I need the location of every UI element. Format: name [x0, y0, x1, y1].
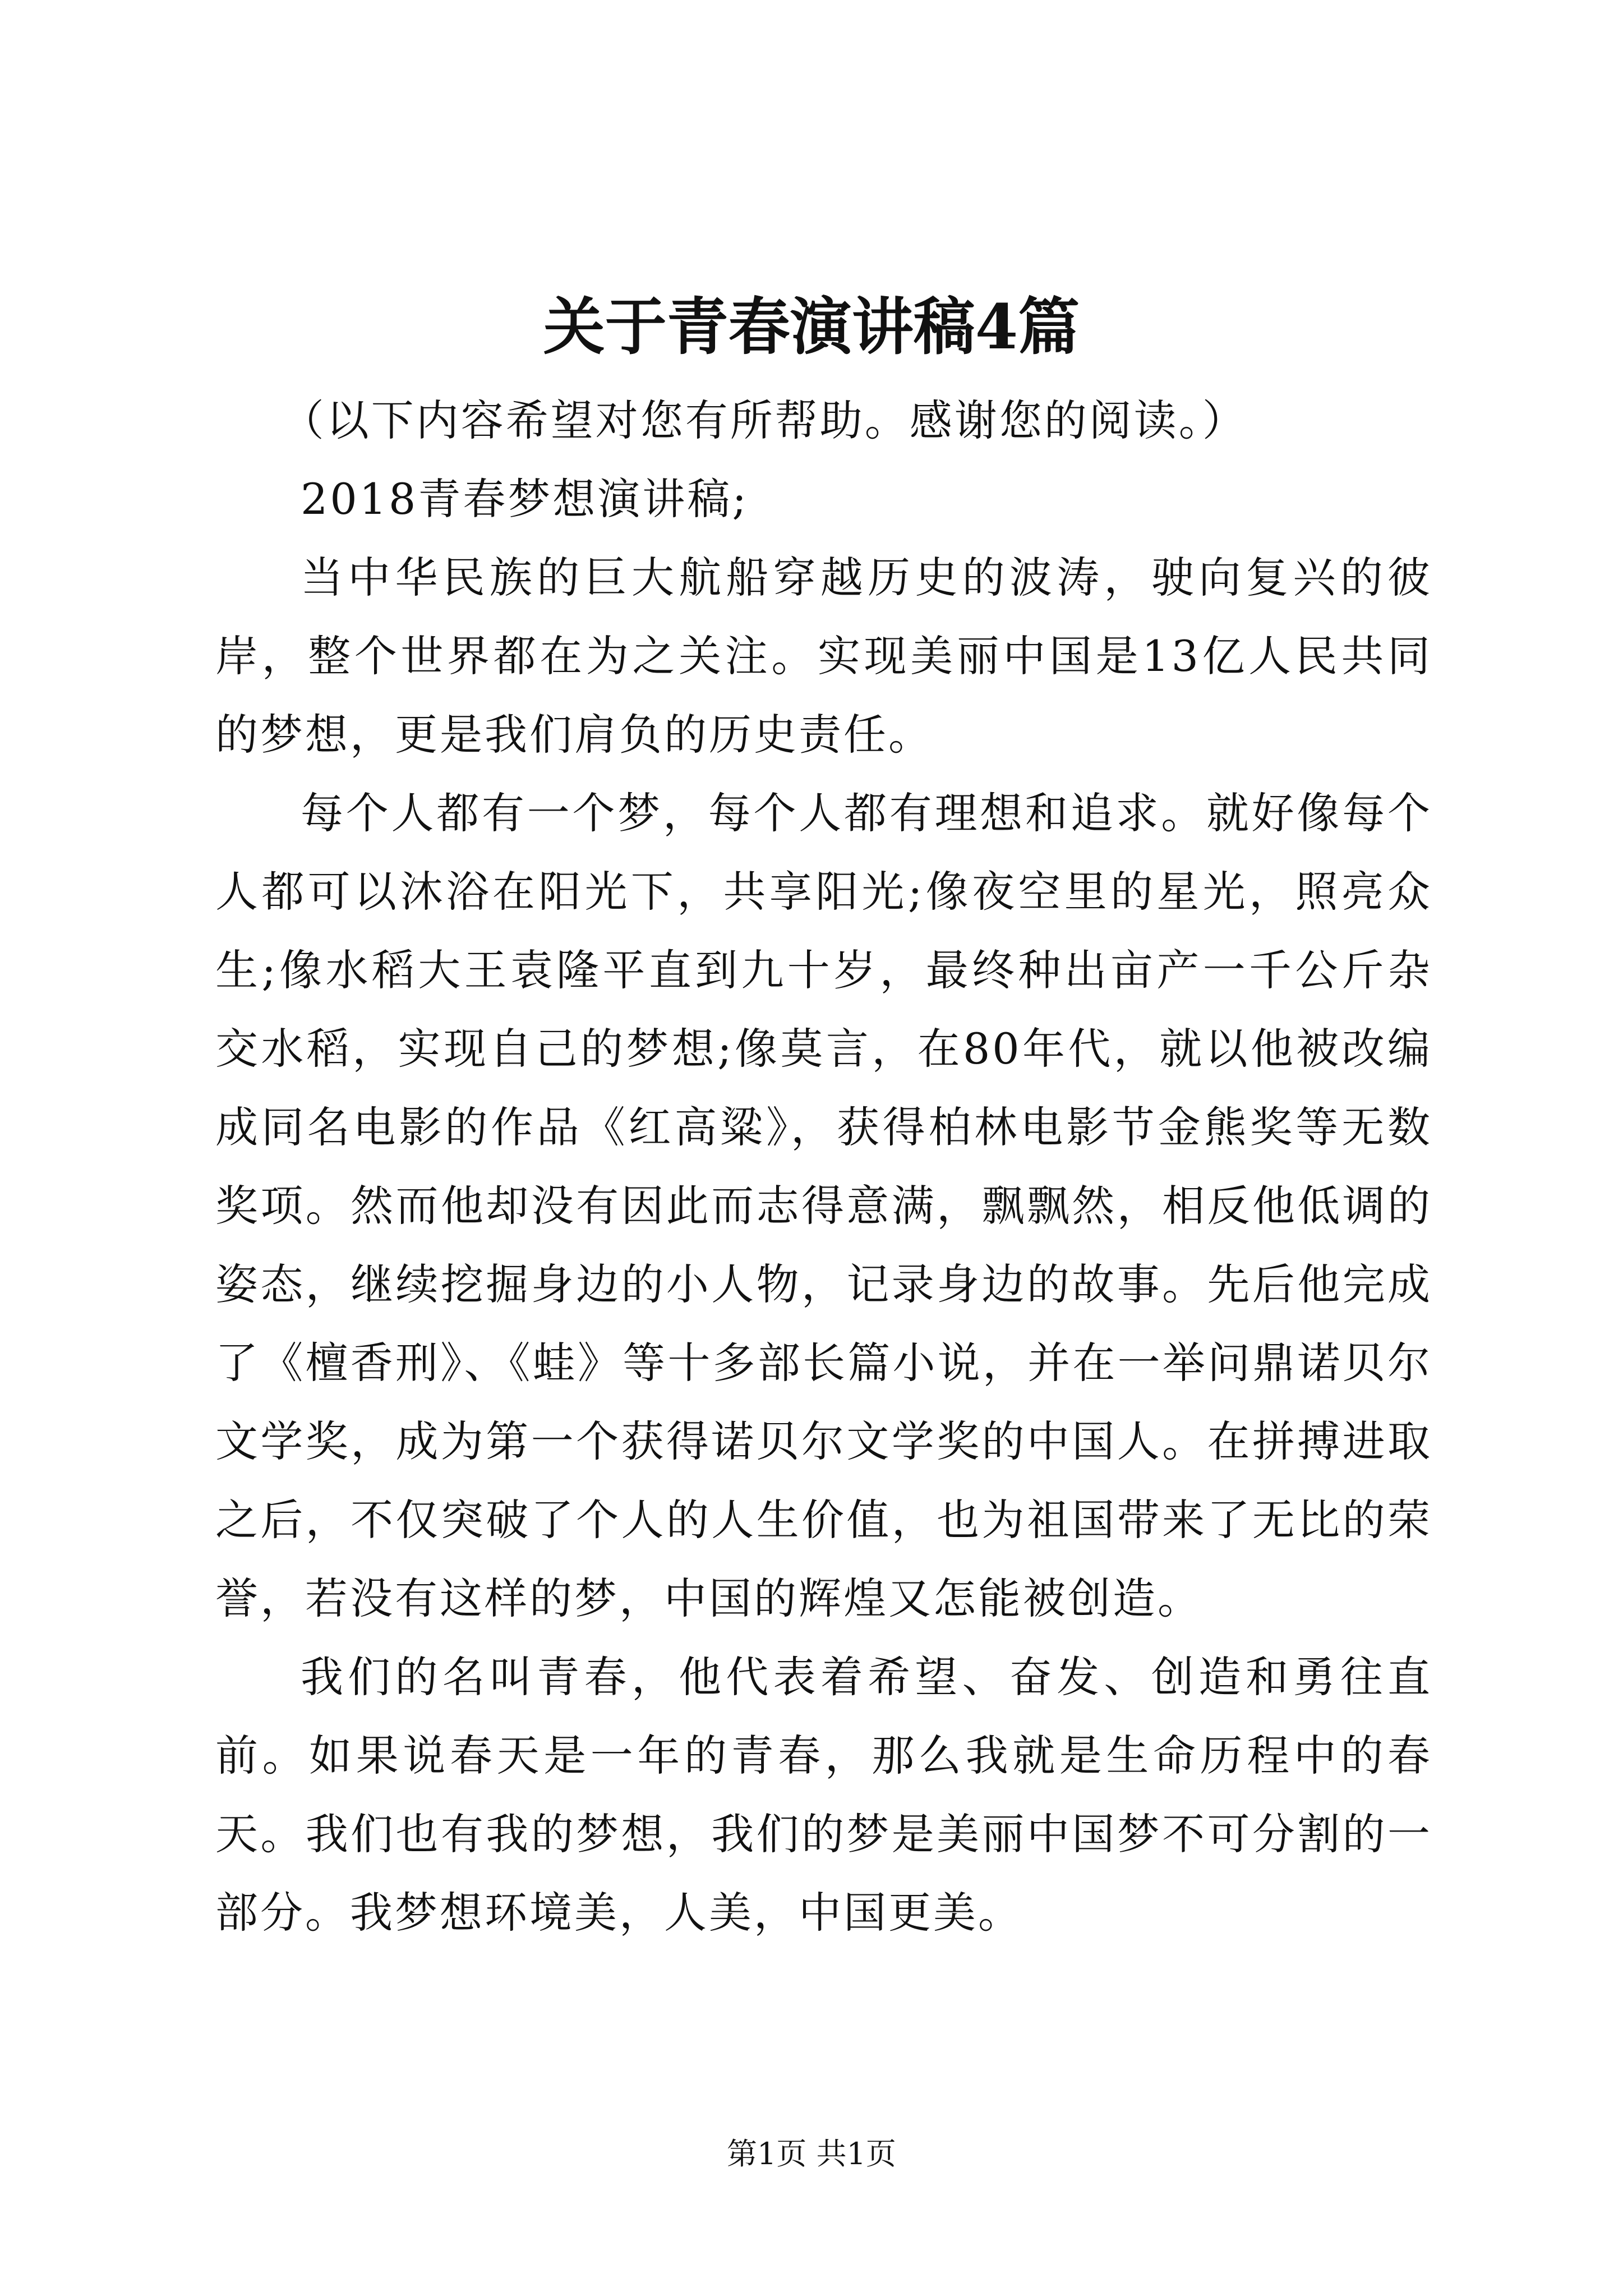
paragraph-3: 我们的名叫青春，他代表着希望、奋发、创造和勇往直前。如果说春天是一年的青春，那么我就是生命历程中的春天。我们也有我的梦想，我们的梦是美丽中国梦不可分割的一部分。我梦想环境美，人美，中国更美。 — [215, 1652, 1432, 1938]
paragraph-1: 当中华民族的巨大航船穿越历史的波涛，驶向复兴的彼岸，整个世界都在为之关注。实现美丽中国是13亿人民共同的梦想，更是我们肩负的历史责任。 — [215, 553, 1432, 760]
document-title: 关于青春演讲稿4篇 — [543, 291, 1080, 363]
paragraph-2: 每个人都有一个梦，每个人都有理想和追求。就好像每个人都可以沐浴在阳光下，共享阳光;像夜空里的星光，照亮众生;像水稻大王袁隆平直到九十岁，最终种出亩产一千公斤杂交水稻，实现自己的梦想;像莫言，在80年代，就以他被改编成同名电影的作品《红高粱》，获得柏林电影节金熊奖等无数奖项。然而他却没有因此而志得意满，飘飘然，相反他低调的姿态，继续挖掘身边的小人物，记录身边的故事。先后他完成了《檀香刑》、《蛙》等十多部长篇小说，并在一举问鼎诺贝尔文学奖，成为第一个获得诺贝尔文学奖的中国人。在拼搏进取之后，不仅突破了个人的人生价值，也为祖国带来了无比的荣誉，若没有这样的梦，中国的辉煌又怎能被创造。 — [215, 788, 1432, 1623]
document-body — [215, 381, 1432, 1952]
intro-note: （以下内容希望对您有所帮助。感谢您的阅读。） — [281, 395, 1247, 445]
page-footer: 第1页 共1页 — [727, 2136, 896, 2171]
section-heading: 2018青春梦想演讲稿; — [301, 474, 749, 524]
